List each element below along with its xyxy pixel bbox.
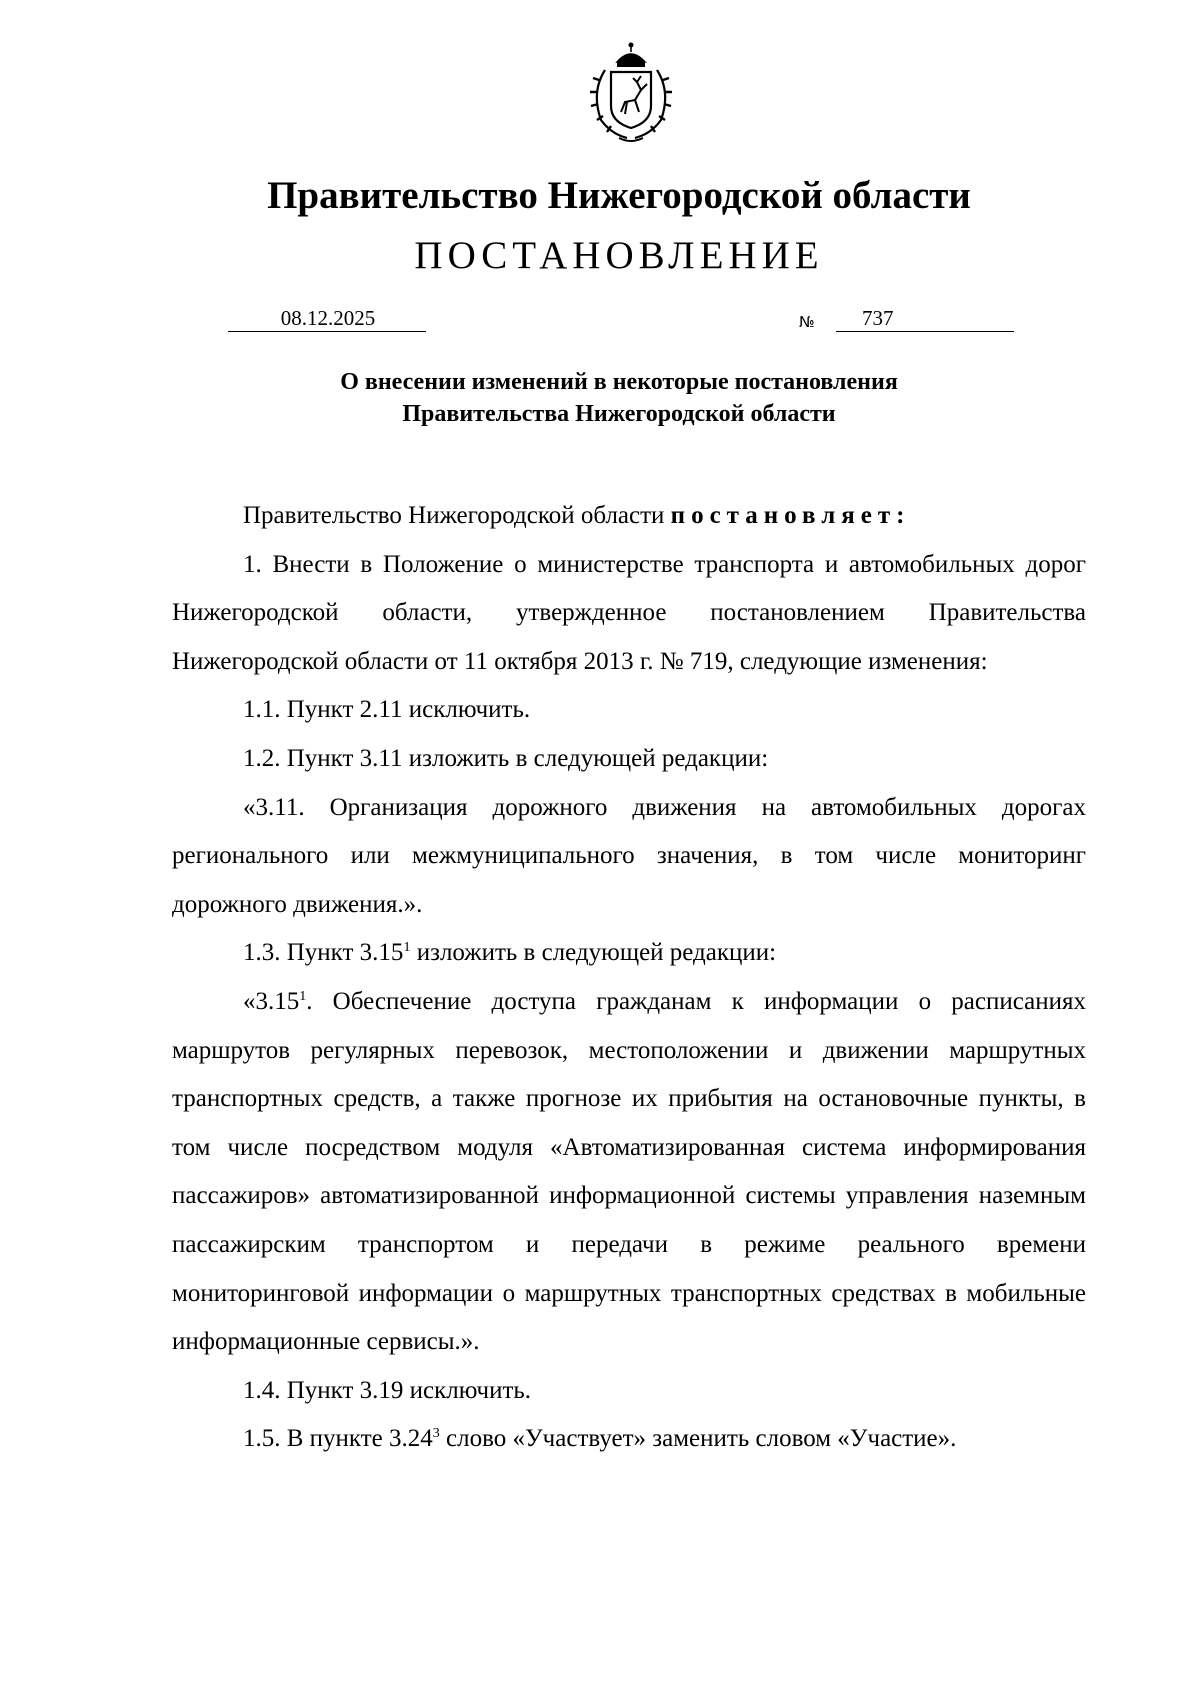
subject-line-1: О внесении изменений в некоторые постановления [340,369,898,395]
superscript: 1 [299,988,307,1004]
paragraph-1-5-text-end: слово «Участвует» заменить словом «Участие». [439,1425,957,1453]
paragraph-3-15-1-text-end: . Обеспечение доступа гражданам к информации о расписаниях маршрутов регулярных перевозок, местоположении и движении маршрутных транспортных средств, а также прогнозе их прибытия на остановочные пункты, в том числе посредством модуля «Автоматизированная система информирования пассажиров» автоматизированной информационной системы управления наземным пассажирским транспортом и передачи в режиме реального времени мониторинговой информации о маршрутных транспортных средствах в мобильные информационные сервисы.». [172,987,1086,1356]
subject-line-2: Правительства Нижегородской области [402,401,836,427]
paragraph-3-11: «3.11. Организация дорожного движения на автомобильных дорогах регионального или межмуниципального значения, в том числе мониторинг дорожного движения.». [172,793,1086,918]
paragraph-1-5 [172,1415,1086,1464]
document-number: 737 [836,305,1014,332]
paragraph-1-4: 1.4. Пункт 3.19 исключить. [243,1376,532,1404]
intro-text: Правительство Нижегородской области [243,502,671,529]
number-label: № [799,313,815,331]
paragraph-1-3-text-end: изложить в следующей редакции: [410,939,777,967]
government-name: Правительство Нижегородской области [267,174,971,217]
intro-paragraph [172,492,1086,541]
paragraph-3-15-1-text: «3.15 [243,987,300,1015]
superscript: 1 [403,940,411,956]
paragraph-1-3 [172,929,1086,978]
paragraph-1: 1. Внести в Положение о министерстве транспорта и автомобильных дорог Нижегородской области, утвержденное постановлением Правительства Нижегородской области от 11 октября 2013 г. № 719, следующие изменения: [172,550,1086,675]
paragraph-1-3-text: 1.3. Пункт 3.15 [243,939,404,967]
superscript: 3 [432,1426,440,1442]
paragraph-3-15-1 [172,978,1086,1367]
paragraph-1-5-text: 1.5. В пункте 3.24 [243,1425,433,1453]
document-type: ПОСТАНОВЛЕНИЕ [414,234,824,277]
nizhny-novgorod-coat-of-arms-icon [577,40,685,148]
paragraph-1-2: 1.2. Пункт 3.11 изложить в следующей редакции: [243,744,769,772]
document-date: 08.12.2025 [228,305,426,332]
document-subject [0,366,1200,430]
resolves-word: постановляет: [670,502,911,529]
document-body [172,492,1086,1464]
paragraph-1-1: 1.1. Пункт 2.11 исключить. [243,696,531,724]
